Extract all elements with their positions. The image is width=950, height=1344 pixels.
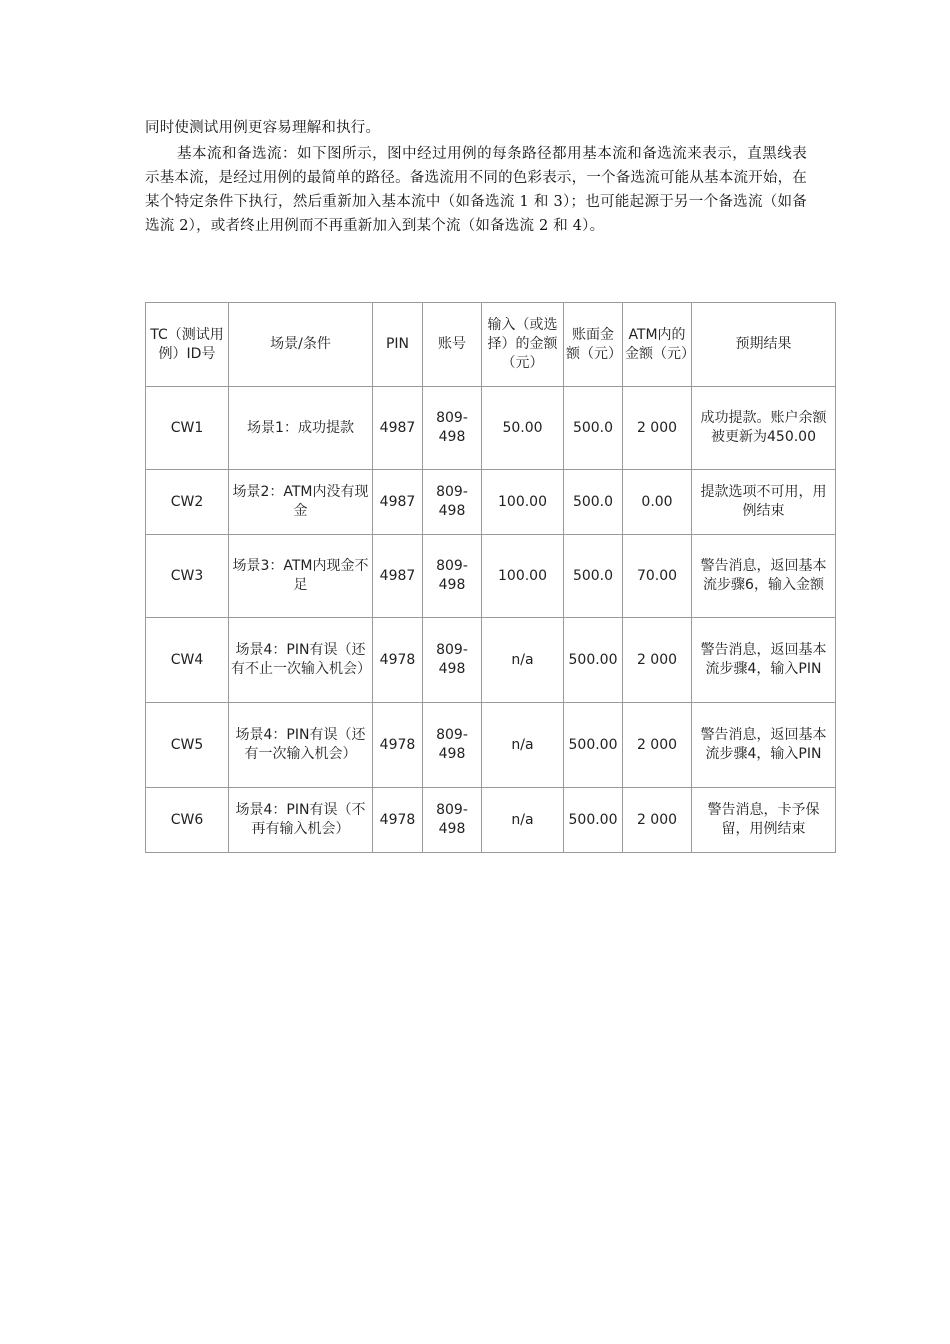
cell-atm-amount: 70.00 xyxy=(623,535,692,618)
cell-account-balance: 500.00 xyxy=(564,788,623,853)
cell-account: 809-498 xyxy=(423,703,482,788)
cell-input-amount: n/a xyxy=(482,618,564,703)
paragraph-intro: 同时使测试用例更容易理解和执行。 xyxy=(145,120,381,136)
cell-account: 809-498 xyxy=(423,387,482,470)
cell-scenario: 场景4：PIN有误（还有不止一次输入机会） xyxy=(229,618,373,703)
cell-expected-result: 警告消息，卡予保留，用例结束 xyxy=(692,788,836,853)
cell-pin: 4978 xyxy=(373,703,423,788)
cell-scenario: 场景4：PIN有误（还有一次输入机会） xyxy=(229,703,373,788)
cell-expected-result: 警告消息，返回基本流步骤4，输入PIN xyxy=(692,618,836,703)
table-row xyxy=(146,703,836,788)
cell-tc-id: CW6 xyxy=(146,788,229,853)
header-atm-amount: ATM内的金额（元） xyxy=(623,303,692,387)
header-pin: PIN xyxy=(373,303,423,387)
cell-tc-id: CW5 xyxy=(146,703,229,788)
cell-account-balance: 500.0 xyxy=(564,535,623,618)
cell-expected-result: 警告消息，返回基本流步骤4，输入PIN xyxy=(692,703,836,788)
cell-pin: 4987 xyxy=(373,387,423,470)
cell-account-balance: 500.0 xyxy=(564,387,623,470)
header-scenario: 场景/条件 xyxy=(229,303,373,387)
cell-pin: 4978 xyxy=(373,618,423,703)
cell-tc-id: CW1 xyxy=(146,387,229,470)
cell-scenario: 场景1：成功提款 xyxy=(229,387,373,470)
cell-pin: 4987 xyxy=(373,535,423,618)
cell-pin: 4987 xyxy=(373,470,423,535)
cell-expected-result: 提款选项不可用，用例结束 xyxy=(692,470,836,535)
cell-scenario: 场景3：ATM内现金不足 xyxy=(229,535,373,618)
cell-account-balance: 500.0 xyxy=(564,470,623,535)
header-account-balance: 账面金额（元） xyxy=(564,303,623,387)
cell-account: 809-498 xyxy=(423,618,482,703)
cell-atm-amount: 0.00 xyxy=(623,470,692,535)
cell-account: 809-498 xyxy=(423,535,482,618)
cell-expected-result: 成功提款。账户余额被更新为450.00 xyxy=(692,387,836,470)
cell-pin: 4978 xyxy=(373,788,423,853)
table-row xyxy=(146,535,836,618)
cell-tc-id: CW3 xyxy=(146,535,229,618)
cell-input-amount: 50.00 xyxy=(482,387,564,470)
cell-account-balance: 500.00 xyxy=(564,703,623,788)
cell-input-amount: 100.00 xyxy=(482,470,564,535)
cell-input-amount: n/a xyxy=(482,703,564,788)
header-input-amount: 输入（或选择）的金额（元） xyxy=(482,303,564,387)
table-row xyxy=(146,387,836,470)
cell-atm-amount: 2 000 xyxy=(623,618,692,703)
cell-input-amount: n/a xyxy=(482,788,564,853)
cell-input-amount: 100.00 xyxy=(482,535,564,618)
table-row xyxy=(146,470,836,535)
cell-tc-id: CW4 xyxy=(146,618,229,703)
table-row xyxy=(146,618,836,703)
header-expected-result: 预期结果 xyxy=(692,303,836,387)
header-tc-id: TC（测试用例）ID号 xyxy=(146,303,229,387)
header-account: 账号 xyxy=(423,303,482,387)
cell-account-balance: 500.00 xyxy=(564,618,623,703)
cell-account: 809-498 xyxy=(423,470,482,535)
cell-tc-id: CW2 xyxy=(146,470,229,535)
table-header-row xyxy=(146,303,836,387)
paragraph-basic-and-alternate-flows: 基本流和备选流：如下图所示，图中经过用例的每条路径都用基本流和备选流来表示，直黑线表示基本流，是经过用例的最简单的路径。备选流用不同的色彩表示，一个备选流可能从基本流开始，在某个特定条件下执行，然后重新加入基本流中（如备选流 1 和 3）；也可能起源于另一个备选流（如备选流 2），或者终止用例而不再重新加入到某个流（如备选流 2 和 4）。 xyxy=(145,146,807,234)
table-row xyxy=(146,788,836,853)
cell-account: 809-498 xyxy=(423,788,482,853)
test-case-table-container xyxy=(145,302,827,855)
cell-scenario: 场景2：ATM内没有现金 xyxy=(229,470,373,535)
cell-atm-amount: 2 000 xyxy=(623,387,692,470)
cell-expected-result: 警告消息，返回基本流步骤6，输入金额 xyxy=(692,535,836,618)
cell-atm-amount: 2 000 xyxy=(623,788,692,853)
cell-scenario: 场景4：PIN有误（不再有输入机会） xyxy=(229,788,373,853)
cell-atm-amount: 2 000 xyxy=(623,703,692,788)
test-case-table xyxy=(145,302,836,853)
